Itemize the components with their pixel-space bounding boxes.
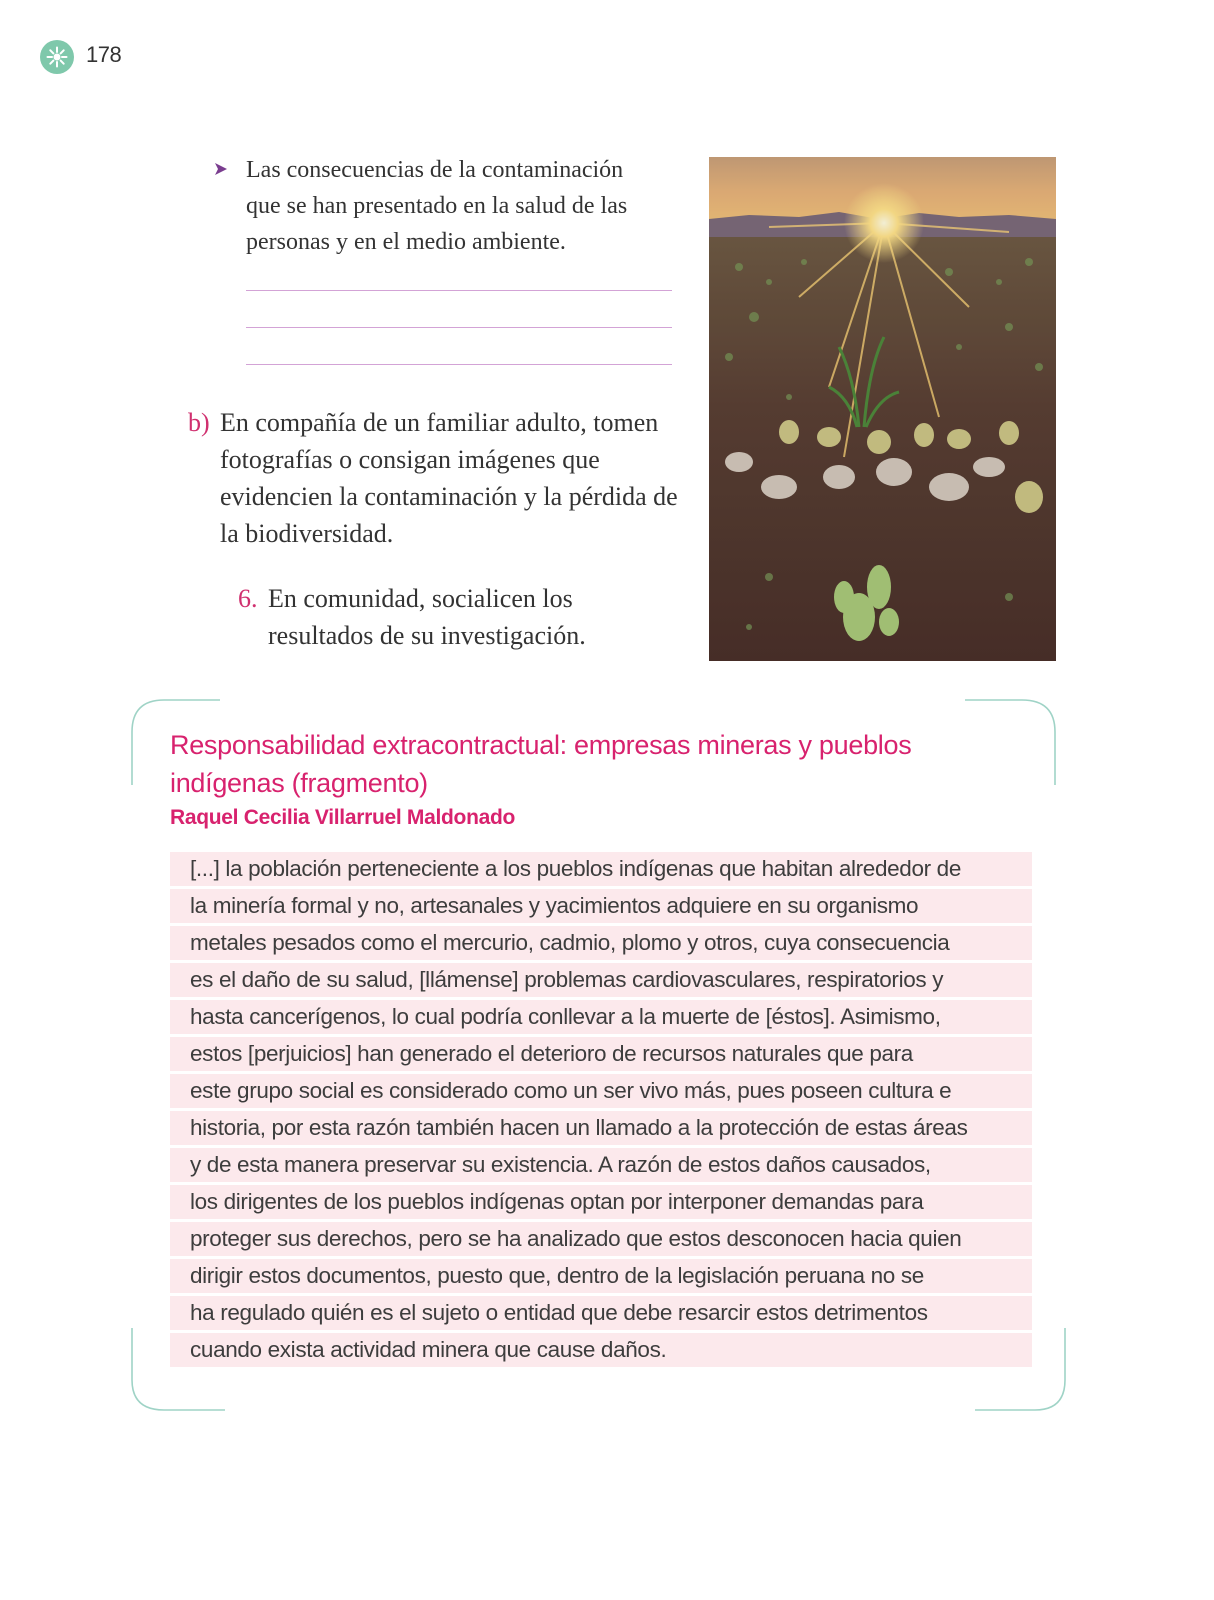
bullet-text: Las consecuencias de la contaminación que se han presentado en la salud de las personas y en el medio ambiente. [246, 157, 628, 255]
reading-line: hasta cancerígenos, lo cual podría conllevar a la muerte de [éstos]. Asimismo, [170, 1000, 1032, 1034]
item-text: En compañía de un familiar adulto, tomen fotografías o consigan imágenes que evidencien la contaminación y la pérdida de la biodiversidad. [220, 408, 678, 548]
page-number: 178 [86, 42, 122, 67]
reading-line: proteger sus derechos, pero se ha analizado que estos desconocen hacia quien [170, 1222, 1032, 1256]
reading-title: Responsabilidad extracontractual: empresas mineras y pueblos indígenas (fragmento) [170, 730, 912, 798]
reading-line: los dirigentes de los pueblos indígenas optan por interponer demandas para [170, 1185, 1032, 1219]
reading-line: y de esta manera preservar su existencia. A razón de estos daños causados, [170, 1148, 1032, 1182]
reading-author: Raquel Cecilia Villarruel Maldonado [170, 806, 516, 829]
reading-line: este grupo social es considerado como un ser vivo más, pues poseen cultura e [170, 1074, 1032, 1108]
reading-line: [...] la población perteneciente a los pueblos indígenas que habitan alrededor de [170, 852, 1032, 886]
reading-text [170, 852, 1032, 1370]
reading-line: es el daño de su salud, [llámense] problemas cardiovasculares, respiratorios y [170, 963, 1032, 997]
reading-line: historia, por esta razón también hacen un llamado a la protección de estas áreas [170, 1111, 1032, 1145]
reading-line: estos [perjuicios] han generado el deterioro de recursos naturales que para [170, 1037, 1032, 1071]
reading-line: ha regulado quién es el sujeto o entidad que debe resarcir estos detrimentos [170, 1296, 1032, 1330]
item-letter: b) [188, 408, 210, 437]
reading-line: dirigir estos documentos, puesto que, dentro de la legislación peruana no se [170, 1259, 1032, 1293]
item-number: 6. [238, 584, 258, 613]
reading-line: cuando exista actividad minera que cause daños. [170, 1333, 1032, 1367]
reading-line: la minería formal y no, artesanales y yacimientos adquiere en su organismo [170, 889, 1032, 923]
reading-line: metales pesados como el mercurio, cadmio, plomo y otros, cuya consecuencia [170, 926, 1032, 960]
item-text: En comunidad, socialicen los resultados de su investigación. [268, 584, 586, 650]
